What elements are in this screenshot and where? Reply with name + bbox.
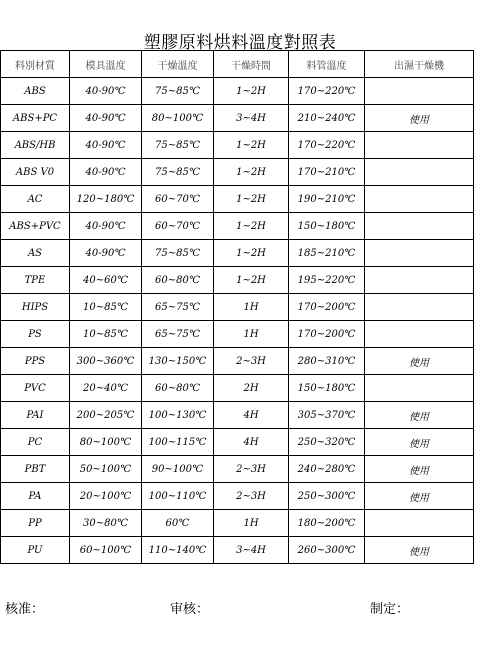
cell-drying-time: 3~4H	[214, 537, 289, 564]
cell-drying-time: 2~3H	[214, 456, 289, 483]
cell-material: ABS+PVC	[1, 213, 70, 240]
cell-drying-temp: 75~85℃	[142, 132, 214, 159]
cell-dryer-usage: 使用	[365, 402, 474, 429]
header-drying-temp: 干燥溫度	[142, 51, 214, 78]
header-material: 料別材質	[1, 51, 70, 78]
cell-dryer-usage	[365, 294, 474, 321]
header-barrel-temp: 料管溫度	[289, 51, 365, 78]
cell-barrel-temp: 170~200℃	[289, 294, 365, 321]
header-mold-temp: 模具溫度	[70, 51, 142, 78]
cell-dryer-usage: 使用	[365, 348, 474, 375]
cell-dryer-usage: 使用	[365, 105, 474, 132]
cell-drying-time: 1~2H	[214, 213, 289, 240]
cell-mold-temp: 80~100℃	[70, 429, 142, 456]
cell-drying-temp: 60℃	[142, 510, 214, 537]
cell-drying-time: 4H	[214, 429, 289, 456]
cell-dryer-usage	[365, 132, 474, 159]
cell-drying-temp: 80~100℃	[142, 105, 214, 132]
cell-dryer-usage: 使用	[365, 537, 474, 564]
cell-mold-temp: 10~85℃	[70, 294, 142, 321]
cell-dryer-usage	[365, 78, 474, 105]
prepare-label: 制定：	[370, 602, 410, 617]
table-row	[1, 159, 474, 186]
cell-mold-temp: 10~85℃	[70, 321, 142, 348]
cell-mold-temp: 50~100℃	[70, 456, 142, 483]
cell-barrel-temp: 180~200℃	[289, 510, 365, 537]
cell-barrel-temp: 280~310℃	[289, 348, 365, 375]
cell-material: ABS+PC	[1, 105, 70, 132]
cell-drying-temp: 60~80℃	[142, 375, 214, 402]
cell-material: PBT	[1, 456, 70, 483]
cell-drying-temp: 100~110℃	[142, 483, 214, 510]
table-row	[1, 213, 474, 240]
cell-material: PS	[1, 321, 70, 348]
table-row	[1, 186, 474, 213]
cell-barrel-temp: 170~220℃	[289, 132, 365, 159]
cell-dryer-usage: 使用	[365, 483, 474, 510]
cell-dryer-usage: 使用	[365, 456, 474, 483]
cell-barrel-temp: 250~300℃	[289, 483, 365, 510]
cell-mold-temp: 40-90℃	[70, 78, 142, 105]
table-row	[1, 510, 474, 537]
cell-material: PP	[1, 510, 70, 537]
cell-barrel-temp: 190~210℃	[289, 186, 365, 213]
table-row	[1, 78, 474, 105]
cell-mold-temp: 20~100℃	[70, 483, 142, 510]
cell-drying-time: 1~2H	[214, 159, 289, 186]
cell-material: PAI	[1, 402, 70, 429]
cell-dryer-usage	[365, 510, 474, 537]
table-header	[1, 51, 474, 78]
header-row	[1, 51, 474, 78]
cell-barrel-temp: 305~370℃	[289, 402, 365, 429]
cell-drying-time: 1~2H	[214, 186, 289, 213]
approve-label: 核准：	[5, 602, 45, 617]
cell-mold-temp: 20~40℃	[70, 375, 142, 402]
table-row	[1, 321, 474, 348]
table-row	[1, 375, 474, 402]
cell-mold-temp: 40-90℃	[70, 132, 142, 159]
cell-drying-time: 2H	[214, 375, 289, 402]
header-dehumidifying-dryer: 出濕干燥機	[365, 51, 474, 78]
cell-dryer-usage	[365, 321, 474, 348]
cell-mold-temp: 30~80℃	[70, 510, 142, 537]
cell-material: PU	[1, 537, 70, 564]
table-row	[1, 402, 474, 429]
cell-mold-temp: 40~60℃	[70, 267, 142, 294]
cell-dryer-usage	[365, 240, 474, 267]
cell-barrel-temp: 240~280℃	[289, 456, 365, 483]
cell-drying-time: 4H	[214, 402, 289, 429]
cell-barrel-temp: 195~220℃	[289, 267, 365, 294]
cell-drying-temp: 75~85℃	[142, 159, 214, 186]
cell-drying-temp: 100~115℃	[142, 429, 214, 456]
cell-mold-temp: 200~205℃	[70, 402, 142, 429]
temperature-table	[0, 50, 474, 564]
cell-material: PVC	[1, 375, 70, 402]
review-label: 审核：	[170, 602, 210, 617]
cell-material: ABS V0	[1, 159, 70, 186]
table-row	[1, 429, 474, 456]
table-body	[1, 78, 474, 564]
cell-drying-temp: 75~85℃	[142, 240, 214, 267]
cell-material: TPE	[1, 267, 70, 294]
table-row	[1, 240, 474, 267]
cell-drying-time: 2~3H	[214, 483, 289, 510]
cell-drying-time: 1~2H	[214, 132, 289, 159]
cell-dryer-usage	[365, 375, 474, 402]
cell-drying-temp: 60~80℃	[142, 267, 214, 294]
cell-barrel-temp: 170~200℃	[289, 321, 365, 348]
cell-barrel-temp: 185~210℃	[289, 240, 365, 267]
cell-barrel-temp: 150~180℃	[289, 213, 365, 240]
cell-dryer-usage	[365, 213, 474, 240]
table-row	[1, 105, 474, 132]
table-row	[1, 132, 474, 159]
table-row	[1, 348, 474, 375]
cell-barrel-temp: 150~180℃	[289, 375, 365, 402]
cell-material: AS	[1, 240, 70, 267]
table-row	[1, 483, 474, 510]
table-row	[1, 456, 474, 483]
cell-dryer-usage	[365, 159, 474, 186]
cell-material: PPS	[1, 348, 70, 375]
cell-material: PC	[1, 429, 70, 456]
cell-mold-temp: 120~180℃	[70, 186, 142, 213]
cell-drying-temp: 90~100℃	[142, 456, 214, 483]
cell-mold-temp: 40-90℃	[70, 105, 142, 132]
cell-mold-temp: 300~360℃	[70, 348, 142, 375]
cell-barrel-temp: 260~300℃	[289, 537, 365, 564]
cell-drying-time: 1H	[214, 321, 289, 348]
cell-drying-time: 1~2H	[214, 78, 289, 105]
cell-dryer-usage	[365, 267, 474, 294]
table-row	[1, 294, 474, 321]
cell-barrel-temp: 170~220℃	[289, 78, 365, 105]
table-row	[1, 537, 474, 564]
cell-drying-temp: 75~85℃	[142, 78, 214, 105]
cell-barrel-temp: 210~240℃	[289, 105, 365, 132]
cell-drying-temp: 110~140℃	[142, 537, 214, 564]
cell-drying-time: 1~2H	[214, 267, 289, 294]
cell-drying-temp: 65~75℃	[142, 294, 214, 321]
cell-material: ABS/HB	[1, 132, 70, 159]
cell-dryer-usage	[365, 186, 474, 213]
cell-mold-temp: 40-90℃	[70, 159, 142, 186]
cell-drying-temp: 60~70℃	[142, 186, 214, 213]
cell-drying-temp: 100~130℃	[142, 402, 214, 429]
cell-drying-time: 3~4H	[214, 105, 289, 132]
cell-material: ABS	[1, 78, 70, 105]
cell-drying-time: 2~3H	[214, 348, 289, 375]
cell-barrel-temp: 170~210℃	[289, 159, 365, 186]
cell-barrel-temp: 250~320℃	[289, 429, 365, 456]
cell-drying-temp: 65~75℃	[142, 321, 214, 348]
cell-drying-temp: 130~150℃	[142, 348, 214, 375]
cell-material: PA	[1, 483, 70, 510]
cell-material: HIPS	[1, 294, 70, 321]
document-title: 塑膠原料烘料溫度對照表	[143, 33, 337, 53]
cell-drying-time: 1~2H	[214, 240, 289, 267]
cell-drying-time: 1H	[214, 510, 289, 537]
table-row	[1, 267, 474, 294]
header-drying-time: 干燥時間	[214, 51, 289, 78]
cell-drying-time: 1H	[214, 294, 289, 321]
cell-mold-temp: 40-90℃	[70, 213, 142, 240]
cell-dryer-usage: 使用	[365, 429, 474, 456]
cell-mold-temp: 60~100℃	[70, 537, 142, 564]
cell-mold-temp: 40-90℃	[70, 240, 142, 267]
cell-material: AC	[1, 186, 70, 213]
cell-drying-temp: 60~70℃	[142, 213, 214, 240]
